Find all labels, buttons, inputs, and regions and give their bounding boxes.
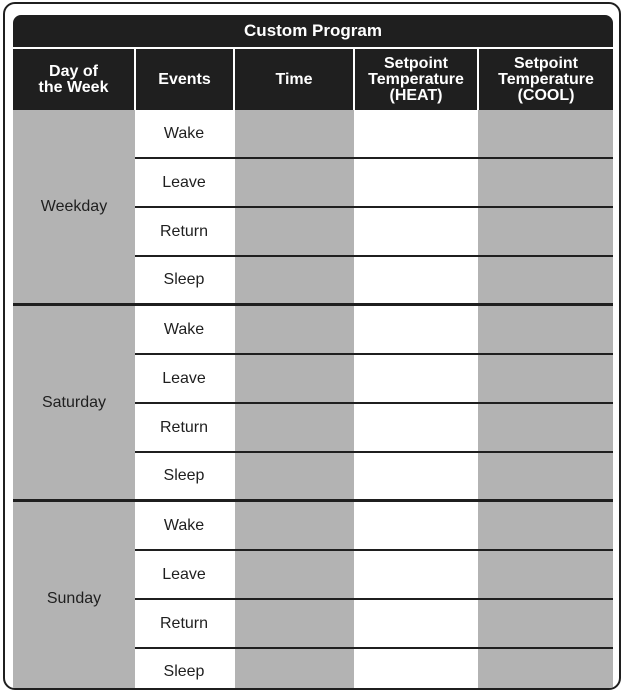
table-row (13, 305, 613, 355)
time-entry-cell[interactable] (234, 158, 354, 207)
cool-setpoint-cell[interactable] (478, 599, 613, 648)
cool-setpoint-cell[interactable] (478, 256, 613, 305)
cool-setpoint-cell[interactable] (478, 452, 613, 501)
time-entry-cell[interactable] (234, 110, 354, 158)
day-label: Sunday (13, 501, 135, 691)
heat-setpoint-cell[interactable] (354, 256, 478, 305)
column-header-day: Day of the Week (13, 49, 135, 110)
heat-setpoint-cell[interactable] (354, 648, 478, 690)
heat-setpoint-cell[interactable] (354, 403, 478, 452)
heat-setpoint-cell[interactable] (354, 354, 478, 403)
day-group-saturday (13, 305, 613, 501)
heat-setpoint-cell[interactable] (354, 452, 478, 501)
table-row (13, 501, 613, 551)
event-label: Sleep (135, 648, 234, 690)
cool-setpoint-cell[interactable] (478, 158, 613, 207)
column-header-time: Time (234, 49, 354, 110)
event-label: Wake (135, 305, 234, 355)
time-entry-cell[interactable] (234, 256, 354, 305)
event-label: Sleep (135, 452, 234, 501)
event-label: Wake (135, 110, 234, 158)
column-header-cool: Setpoint Temperature (COOL) (478, 49, 613, 110)
custom-program-table (13, 49, 613, 690)
heat-setpoint-cell[interactable] (354, 207, 478, 256)
cool-setpoint-cell[interactable] (478, 305, 613, 355)
cool-setpoint-cell[interactable] (478, 207, 613, 256)
day-label: Saturday (13, 305, 135, 501)
event-label: Leave (135, 550, 234, 599)
time-entry-cell[interactable] (234, 403, 354, 452)
heat-setpoint-cell[interactable] (354, 305, 478, 355)
event-label: Return (135, 599, 234, 648)
cool-setpoint-cell[interactable] (478, 403, 613, 452)
event-label: Leave (135, 158, 234, 207)
program-title: Custom Program (13, 15, 613, 47)
event-label: Wake (135, 501, 234, 551)
cool-setpoint-cell[interactable] (478, 354, 613, 403)
day-group-weekday (13, 110, 613, 305)
event-label: Sleep (135, 256, 234, 305)
table-row (13, 110, 613, 158)
header-row (13, 49, 613, 110)
event-label: Return (135, 207, 234, 256)
heat-setpoint-cell[interactable] (354, 550, 478, 599)
time-entry-cell[interactable] (234, 452, 354, 501)
cool-setpoint-cell[interactable] (478, 110, 613, 158)
event-label: Return (135, 403, 234, 452)
time-entry-cell[interactable] (234, 207, 354, 256)
cool-setpoint-cell[interactable] (478, 648, 613, 690)
heat-setpoint-cell[interactable] (354, 110, 478, 158)
day-label: Weekday (13, 110, 135, 305)
column-header-heat: Setpoint Temperature (HEAT) (354, 49, 478, 110)
program-card (3, 2, 621, 690)
heat-setpoint-cell[interactable] (354, 501, 478, 551)
time-entry-cell[interactable] (234, 354, 354, 403)
time-entry-cell[interactable] (234, 550, 354, 599)
time-entry-cell[interactable] (234, 599, 354, 648)
heat-setpoint-cell[interactable] (354, 599, 478, 648)
time-entry-cell[interactable] (234, 648, 354, 690)
column-header-events: Events (135, 49, 234, 110)
heat-setpoint-cell[interactable] (354, 158, 478, 207)
cool-setpoint-cell[interactable] (478, 550, 613, 599)
event-label: Leave (135, 354, 234, 403)
time-entry-cell[interactable] (234, 305, 354, 355)
cool-setpoint-cell[interactable] (478, 501, 613, 551)
time-entry-cell[interactable] (234, 501, 354, 551)
day-group-sunday (13, 501, 613, 691)
